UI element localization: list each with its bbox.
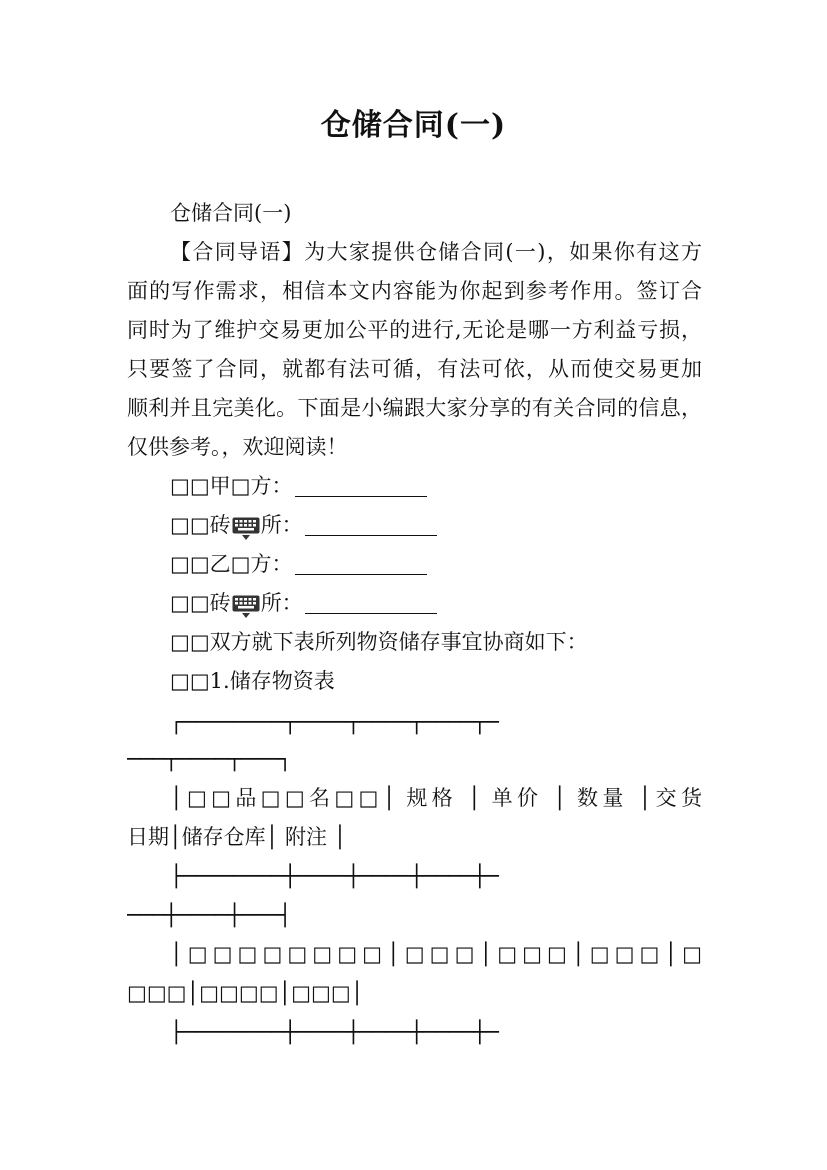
party-b-row [170,545,702,584]
table-line-6: ───┼────┼───┤ [127,903,292,927]
table-line-7: │□□□□□□□□│□□□│□□□│□□□│□ [170,942,702,966]
address-a-row [170,506,702,545]
party-a-label: □□甲□方： [170,474,293,498]
table-line-8: □□□│□□□□│□□□│ [127,981,364,1005]
intro-line-5: 顺利并且完美化。下面是小编跟大家分享的有关合同的信息， [127,396,702,420]
keyboard-icon [232,595,260,613]
document-title: 仓储合同(一) [320,108,507,143]
table-line-2: ───┬────┬───┐ [127,747,292,771]
party-b-blank [295,552,427,575]
address-b-label-end: 所： [260,591,303,615]
address-b-label-start: □□砖 [170,591,231,615]
party-a-blank [295,474,427,497]
intro-line-3: 同时为了维护交易更加公平的进行,无论是哪一方利益亏损， [127,318,702,342]
table-line-4: 日期│储存仓库│ 附注 │ [127,825,347,849]
table-line-5: ├────────┼────┼────┼────┼─ [170,864,499,888]
agreement-text: □□双方就下表所列物资储存事宜协商如下： [170,630,588,654]
address-a-blank [305,513,437,536]
party-a-row [170,467,702,506]
table-line-1: ┌────────┬────┬────┬────┬─ [170,710,499,734]
table-heading: □□1.储存物资表 [170,669,335,693]
address-b-blank [305,591,437,614]
keyboard-icon [232,517,260,535]
address-a-label-start: □□砖 [170,513,231,537]
intro-line-4: 只要签了合同，就都有法可循，有法可依，从而使交易更加 [127,357,702,381]
document-subtitle: 仓储合同(一) [170,201,292,225]
table-line-3: │□□品□□名□□│ 规格 │ 单价 │ 数量 │交货 [170,786,702,810]
party-b-label: □□乙□方： [170,552,293,576]
intro-line-2: 面的写作需求，相信本文内容能为你起到参考作用。签订合 [127,279,702,303]
address-a-label-end: 所： [260,513,303,537]
address-b-row [170,584,702,623]
intro-line-6: 仅供参考。，欢迎阅读！ [127,435,348,459]
table-line-9: ├────────┼────┼────┼────┼─ [170,1020,499,1044]
intro-line-1: 【合同导语】为大家提供仓储合同(一)，如果你有这方 [170,240,702,264]
